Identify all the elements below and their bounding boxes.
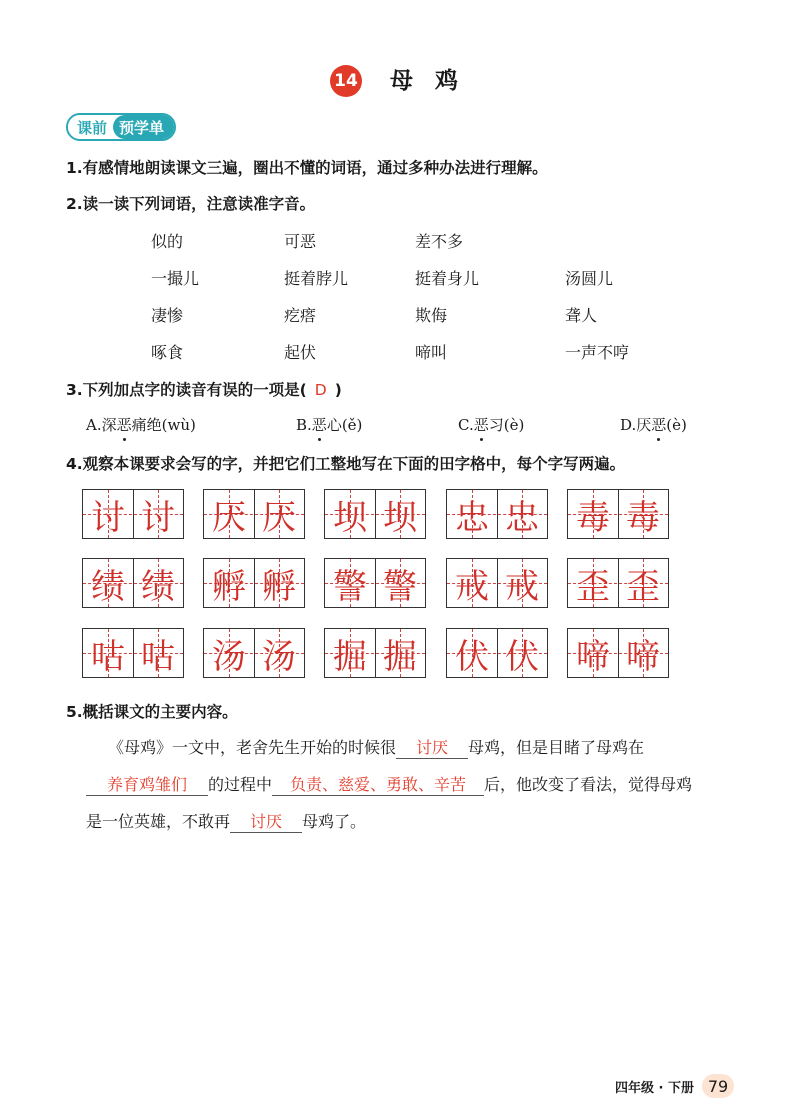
tian-grid-box	[567, 558, 669, 608]
word-item: 聋人	[565, 306, 598, 325]
word-item: 欺侮	[415, 306, 448, 325]
written-char: 忠	[455, 497, 489, 538]
word-item: 一撮儿	[151, 269, 200, 288]
lesson-number-badge: 14	[330, 65, 362, 97]
written-char: 忠	[505, 497, 539, 538]
word-item: 似的	[151, 232, 184, 251]
written-char: 坝	[333, 497, 367, 538]
written-char: 歪	[576, 566, 610, 607]
q3-answer: D	[314, 381, 327, 399]
badge-part2: 预学单	[113, 115, 174, 139]
tian-grid-box	[324, 489, 426, 539]
question-1: 1.有感情地朗读课文三遍，圈出不懂的词语，通过多种办法进行理解。	[66, 159, 548, 177]
word-item: 起伏	[284, 343, 317, 362]
word-item: 凄惨	[151, 306, 184, 325]
written-char: 戒	[455, 566, 489, 607]
question-2: 2.读一读下列词语，注意读准字音。	[66, 195, 316, 213]
written-char: 毒	[576, 497, 610, 538]
written-char: 咕	[91, 636, 125, 677]
written-char: 戒	[505, 566, 539, 607]
word-item: 一声不哼	[565, 343, 630, 362]
blank-3: 负责、慈爱、勇敢、辛苦	[272, 772, 484, 796]
tian-grid-box	[203, 628, 305, 678]
question-4: 4.观察本课要求会写的字，并把它们工整地写在下面的田字格中，每个字写两遍。	[66, 455, 626, 473]
blank-2: 养育鸡雏们	[86, 772, 208, 796]
written-char: 坝	[383, 497, 417, 538]
written-char: 孵	[262, 566, 296, 607]
tian-grid-box	[567, 628, 669, 678]
option-d: D.厌恶(è)	[620, 416, 687, 434]
lesson-title: 母鸡	[390, 68, 480, 94]
option-c: C.恶习(è)	[458, 416, 525, 434]
written-char: 讨	[91, 497, 125, 538]
word-item: 挺着身儿	[415, 269, 480, 288]
question-3	[66, 378, 342, 400]
written-char: 掘	[383, 636, 417, 677]
tian-grid-box	[82, 489, 184, 539]
written-char: 汤	[262, 636, 296, 677]
written-char: 绩	[91, 566, 125, 607]
written-char: 伏	[505, 636, 539, 677]
summary-line-2: 养育鸡雏们 的过程中 负责、慈爱、勇敢、辛苦 后，他改变了看法，觉得母鸡	[86, 772, 692, 796]
written-char: 厌	[262, 497, 296, 538]
word-item: 啄食	[151, 343, 184, 362]
written-char: 啼	[576, 636, 610, 677]
tian-grid-box	[203, 558, 305, 608]
grade-label: 四年级 · 下册	[615, 1080, 694, 1096]
tian-grid-box	[324, 558, 426, 608]
word-item: 可恶	[284, 232, 317, 251]
page-number: 79	[702, 1074, 734, 1098]
section-badge	[66, 113, 176, 141]
summary-line-3: 是一位英雄，不敢再 讨厌 母鸡了。	[86, 809, 366, 833]
written-char: 啼	[626, 636, 660, 677]
tian-grid-box	[446, 489, 548, 539]
option-b: B.恶心(ě)	[296, 416, 363, 434]
tian-grid-box	[567, 489, 669, 539]
written-char: 警	[383, 566, 417, 607]
word-item: 挺着脖儿	[284, 269, 349, 288]
tian-grid-box	[446, 628, 548, 678]
summary-line-1: 《母鸡》一文中，老舍先生开始的时候很 讨厌 母鸡，但是目睹了母鸡在	[108, 735, 644, 759]
badge-part1: 课前	[68, 115, 113, 139]
page-footer	[615, 1074, 734, 1098]
word-item: 差不多	[415, 232, 464, 251]
written-char: 孵	[212, 566, 246, 607]
written-char: 毒	[626, 497, 660, 538]
question-5: 5.概括课文的主要内容。	[66, 703, 238, 721]
tian-grid-box	[324, 628, 426, 678]
written-char: 警	[333, 566, 367, 607]
word-item: 疙瘩	[284, 306, 317, 325]
q3-prefix: 3.下列加点字的读音有误的一项是(	[66, 381, 307, 399]
blank-1: 讨厌	[396, 735, 468, 759]
blank-4: 讨厌	[230, 809, 302, 833]
tian-grid-box	[82, 558, 184, 608]
written-char: 厌	[212, 497, 246, 538]
word-item: 啼叫	[415, 343, 448, 362]
word-item: 汤圆儿	[565, 269, 614, 288]
tian-grid-box	[203, 489, 305, 539]
written-char: 歪	[626, 566, 660, 607]
written-char: 讨	[141, 497, 175, 538]
tian-grid-box	[446, 558, 548, 608]
q3-suffix: )	[334, 381, 342, 399]
tian-grid-box	[82, 628, 184, 678]
written-char: 汤	[212, 636, 246, 677]
written-char: 掘	[333, 636, 367, 677]
written-char: 咕	[141, 636, 175, 677]
written-char: 绩	[141, 566, 175, 607]
option-a: A.深恶痛绝(wù)	[86, 416, 196, 434]
written-char: 伏	[455, 636, 489, 677]
